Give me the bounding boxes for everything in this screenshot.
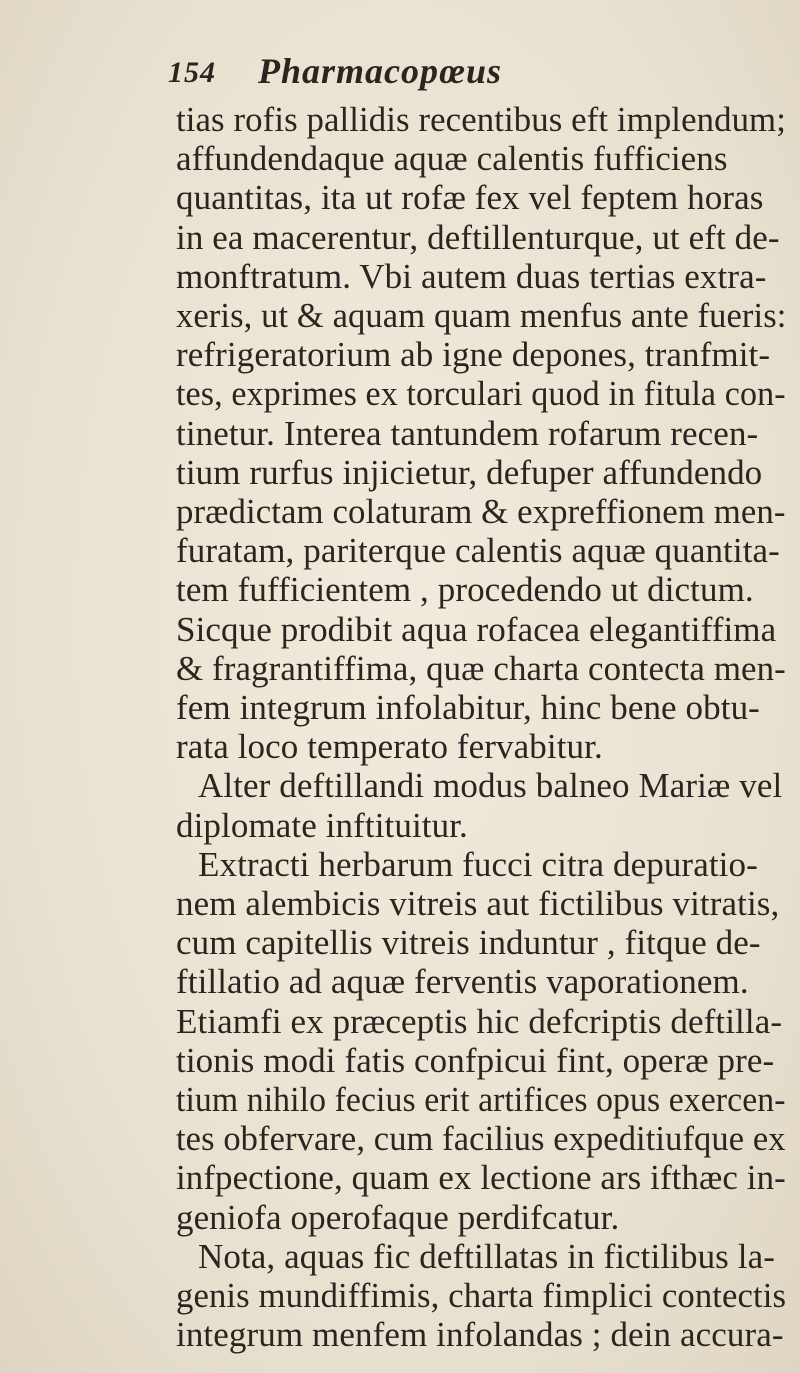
body-text: [176, 100, 786, 1355]
text-line: Alter deftillandi modus balneo Mariæ vel: [198, 766, 783, 806]
text-line: genis mundiffimis, charta fimplici contectis: [176, 1276, 787, 1316]
page-header: [168, 50, 728, 100]
text-line: in ea macerentur, deftillenturque, ut eft de-: [176, 217, 780, 257]
text-line: prædictam colaturam & expreffionem men-: [176, 492, 786, 532]
page-number: 154: [168, 56, 216, 89]
text-line: ftillatio ad aquæ ferventis vaporationem.: [176, 962, 749, 1002]
text-line: tinetur. Interea tantundem rofarum recen-: [176, 413, 759, 453]
text-line: Etiamfi ex præceptis hic defcriptis deftilla-: [176, 1001, 783, 1041]
text-line: tium nihilo fecius erit artifices opus exercen-: [176, 1080, 786, 1120]
text-line: infpectione, quam ex lectione ars ifthæc in-: [176, 1158, 786, 1198]
text-line: tium rurfus injicietur, defuper affundendo: [176, 452, 763, 492]
text-line: diplomate inftituitur.: [176, 805, 468, 845]
text-line: xeris, ut & aquam quam menfus ante fueris:: [176, 296, 787, 336]
text-line: tes obfervare, cum facilius expeditiufque ex: [176, 1119, 786, 1159]
text-line: rata loco temperato fervabitur.: [176, 727, 603, 767]
text-line: refrigeratorium ab igne depones, tranfmit-: [176, 335, 771, 375]
text-line: Extracti herbarum fucci citra depuratio-: [198, 844, 758, 884]
running-head: Pharmacopœus: [258, 51, 503, 91]
text-line: integrum menfem infolandas ; dein accura-: [176, 1315, 784, 1355]
text-line: & fragrantiffima, quæ charta contecta men-: [176, 648, 786, 688]
text-line: affundendaque aquæ calentis fufficiens: [176, 139, 728, 179]
text-line: furatam, pariterque calentis aquæ quantita-: [176, 531, 780, 571]
text-line: tes, exprimes ex torculari quod in fitula con-: [176, 374, 786, 414]
text-line: Nota, aquas fic deftillatas in fictilibus la-: [198, 1236, 775, 1276]
text-line: Sicque prodibit aqua rofacea elegantiffima: [176, 609, 777, 649]
text-line: monftratum. Vbi autem duas tertias extra-: [176, 256, 767, 296]
text-line: geniofa operofaque perdifcatur.: [176, 1197, 620, 1237]
text-line: cum capitellis vitreis induntur , fitque de-: [176, 923, 761, 963]
text-line: tem fufficientem , procedendo ut dictum.: [176, 570, 754, 610]
text-line: quantitas, ita ut rofæ fex vel feptem horas: [176, 178, 764, 218]
text-line: nem alembicis vitreis aut fictilibus vitratis,: [176, 884, 780, 924]
text-line: tias rofis pallidis recentibus eft implendum;: [176, 100, 786, 139]
text-line: fem integrum infolabitur, hinc bene obtu-: [176, 688, 760, 728]
text-line: tionis modi fatis confpicui fint, operæ pre-: [176, 1040, 775, 1080]
